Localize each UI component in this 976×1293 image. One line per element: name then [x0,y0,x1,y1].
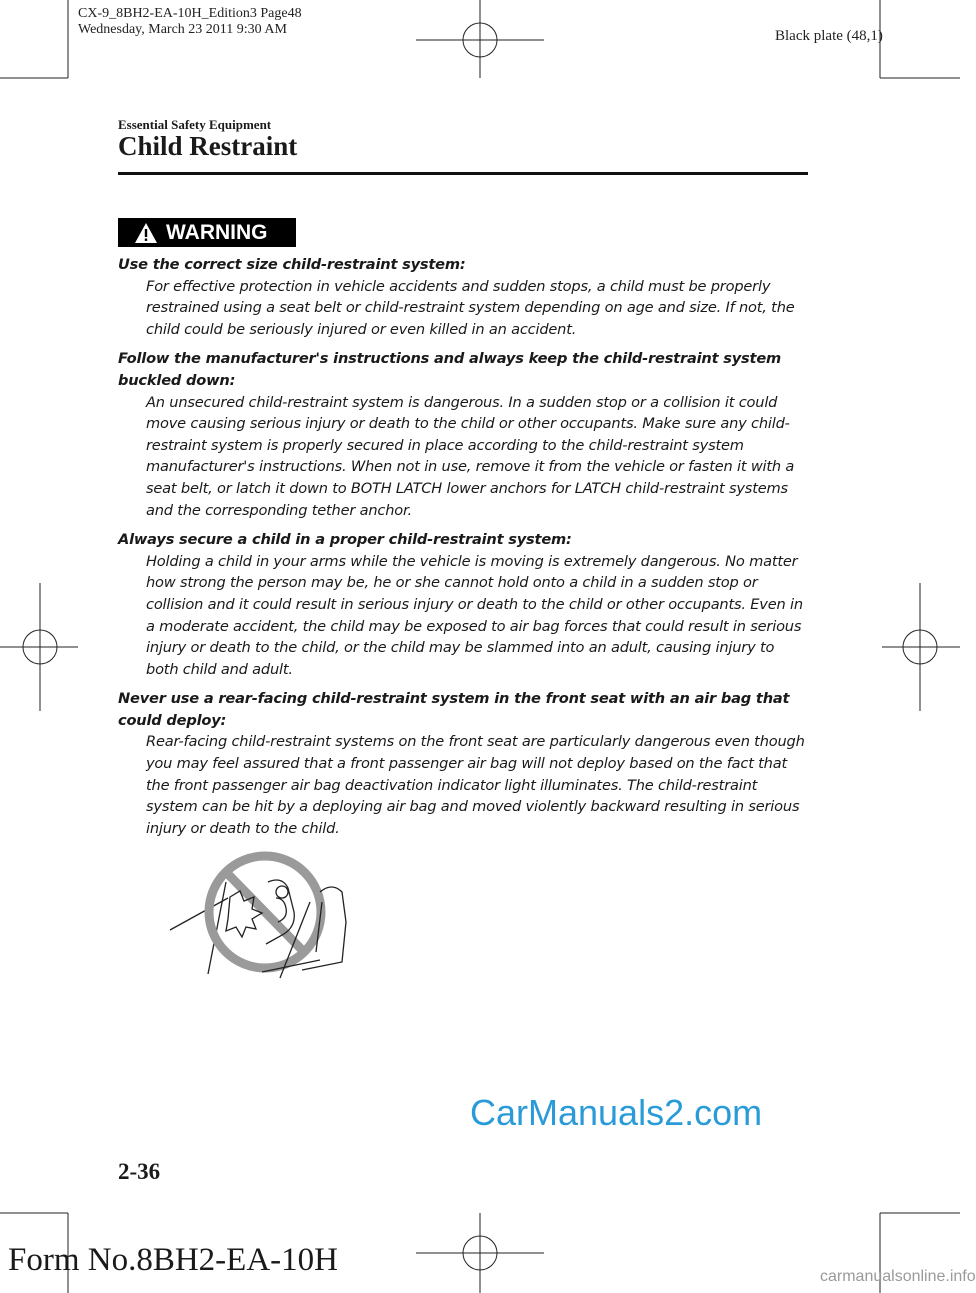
form-number: Form No.8BH2-EA-10H [8,1242,338,1278]
print-meta-line2: Wednesday, March 23 2011 9:30 AM [78,22,287,37]
print-meta-line1: CX-9_8BH2-EA-10H_Edition3 Page48 [78,6,302,21]
warning-body [118,254,808,847]
section-heading: Essential Safety Equipment [118,117,272,132]
warning-item [118,529,808,680]
warning-item [118,688,808,839]
warning-item-heading: Never use a rear-facing child-restraint system in the front seat with an air bag that could deploy: [118,690,790,729]
no-rear-facing-seat-illustration-icon [170,852,390,978]
title-rule [118,172,808,175]
registration-top-icon [416,0,544,78]
warning-item-text: For effective protection in vehicle accidents and sudden stops, a child must be properly restrained using a seat belt or child-restraint system depending on age and size. If not, the child could be seriously injured or even killed in an accident. [146,277,795,338]
page-number: 2-36 [118,1159,161,1184]
warning-item-heading: Use the correct size child-restraint system: [118,256,466,273]
page-title: Child Restraint [118,131,298,161]
warning-item [118,254,808,340]
registration-bottom-icon [416,1213,544,1293]
warning-item-text: Holding a child in your arms while the vehicle is moving is extremely dangerous. No matter how strong the person may be, he or she cannot hold onto a child in a sudden stop or collision and it could result in serious injury or death to the child or other occupants. Even in a moderate accident, the child may be exposed to air bag forces that could result in serious injury or death to the child, or the child may be slammed into an adult, causing injury to both child and adult. [146,552,803,678]
warning-item-text: Rear-facing child-restraint systems on the front seat are particularly dangerous even though you may feel assured that a front passenger air bag will not deploy based on the fact that the front passenger air bag deactivation indicator light illuminates. The child-restraint system can be hit by a deploying air bag and moved violently backward resulting in serious injury or death to the child. [146,733,805,837]
plate-label: Black plate (48,1) [775,28,883,44]
watermark-logo: CarManuals2.com [470,1092,763,1133]
registration-left-icon [0,583,78,711]
warning-triangle-icon [134,222,158,244]
warning-label: WARNING [166,220,268,244]
warning-item-heading: Follow the manufacturer's instructions and always keep the child-restraint system buckled down: [118,350,782,389]
warning-item [118,348,808,521]
footer-watermark: carmanualsonline.info [820,1268,976,1285]
registration-right-icon [882,583,960,711]
print-metadata [78,6,302,38]
warning-banner [118,218,296,247]
warning-item-text: An unsecured child-restraint system is dangerous. In a sudden stop or a collision it could move causing serious injury or death to the child or other occupants. Make sure any child-restraint system is properly secured in place according to the child-restraint system manufacturer's instructions. When not in use, remove it from the vehicle or fasten it with a seat belt, or latch it down to BOTH LATCH lower anchors for LATCH child-restraint systems and the corresponding tether anchor. [146,393,795,519]
warning-item-heading: Always secure a child in a proper child-restraint system: [118,531,572,549]
